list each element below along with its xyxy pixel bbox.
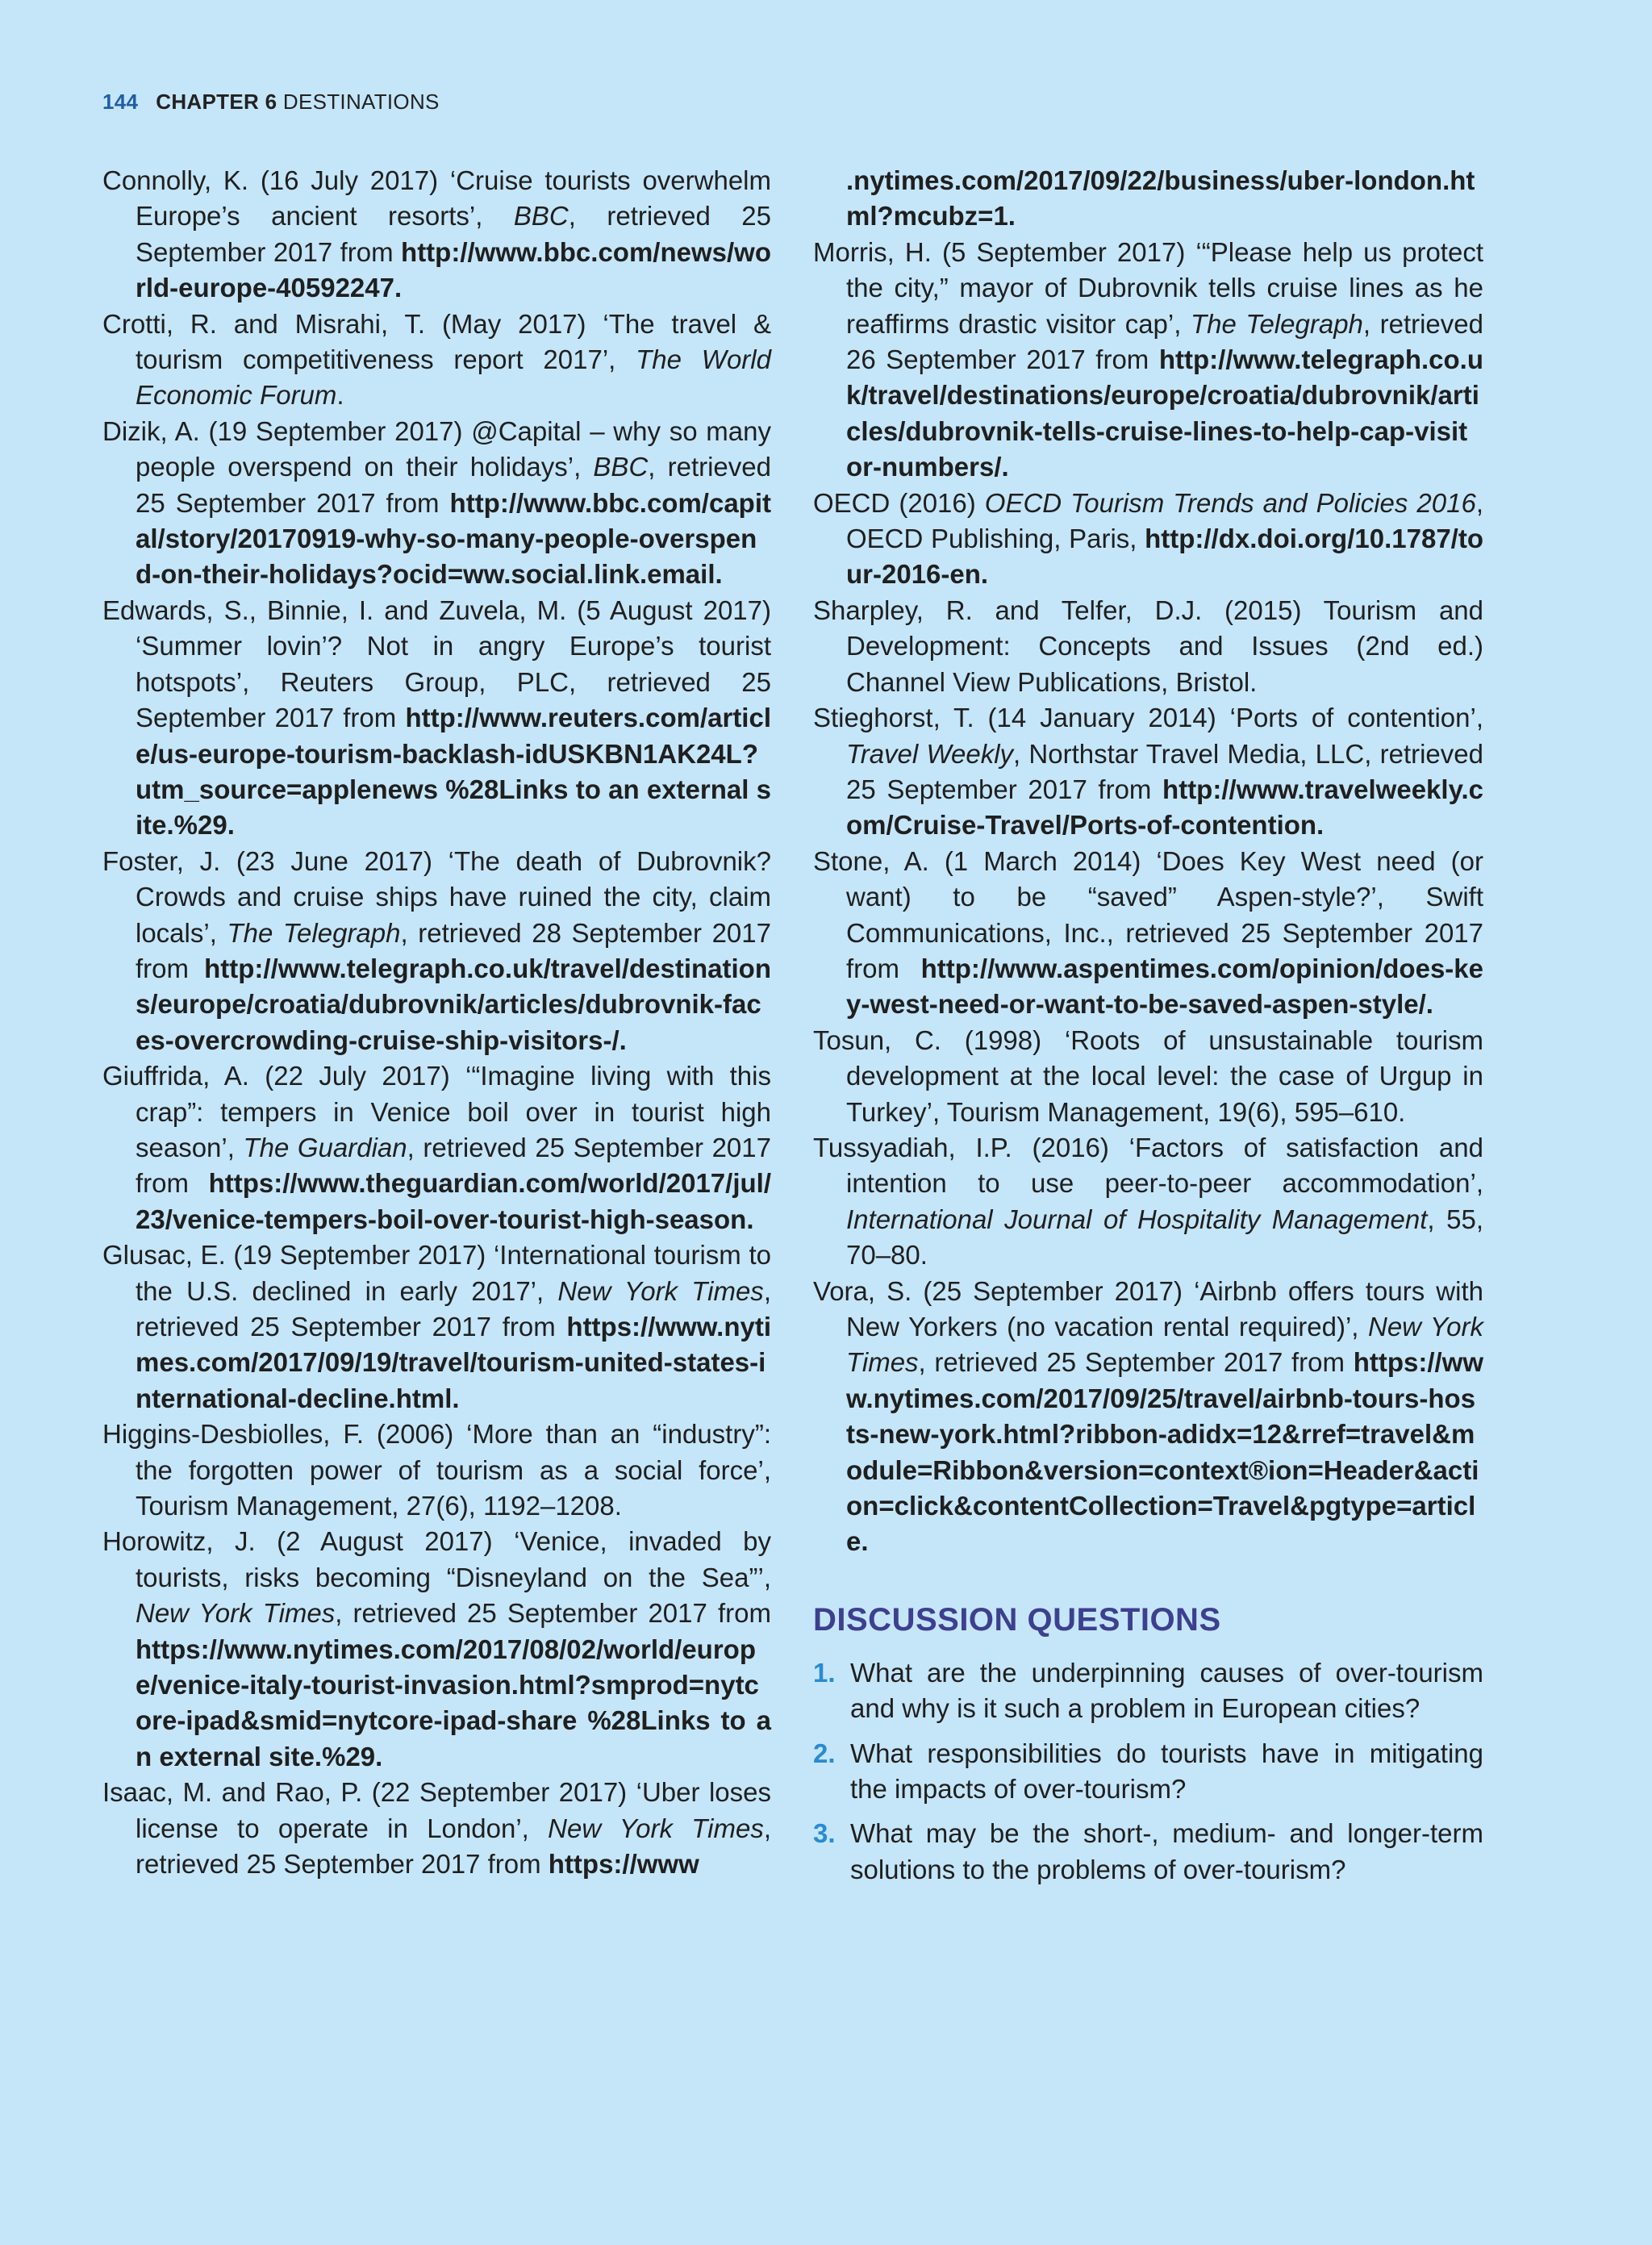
discussion-heading: DISCUSSION QUESTIONS [813,1601,1221,1638]
left-column [102,163,771,1883]
reference-entry [813,844,1483,1023]
reference-entry [813,235,1483,486]
reference-entry [813,486,1483,593]
reference-entry [102,1775,771,1882]
reference-entry [813,700,1483,844]
right-column [813,163,1483,1897]
reference-entry [102,844,771,1058]
reference-text: Isaac, M. and Rao, P. (22 September 2017) ‘Uber loses license to operate in London’, [102,1777,771,1843]
reference-url[interactable]: .nytimes.com/2017/09/22/business/uber-london.html?mcubz=1. [846,165,1475,232]
reference-url[interactable]: http://www.travelweekly.com/Cruise-Travel/Ports-of-contention. [846,774,1483,841]
reference-text-after: , retrieved 25 September 2017 from [335,1598,771,1629]
reference-text-after: , retrieved 25 September 2017 from [136,452,771,518]
reference-url[interactable]: http://www.telegraph.co.uk/travel/destinations/europe/croatia/dubrovnik/articles/dubrovnik-faces-overcrowding-cruise-ship-visitors-/. [136,953,771,1055]
reference-source: The World Economic Forum [136,344,771,411]
reference-url[interactable]: http://www.aspentimes.com/opinion/does-key-west-need-or-want-to-be-saved-aspen-style/. [846,953,1483,1020]
reference-source: International Journal of Hospitality Management [846,1204,1428,1234]
reference-url[interactable]: https://www.nytimes.com/2017/08/02/world/europe/venice-italy-tourist-invasion.html?smprod=nytcore-ipad&smid=nytcore-ipad-share %28Links to an external site.%29. [136,1634,771,1771]
reference-text: Tussyadiah, I.P. (2016) ‘Factors of satisfaction and intention to use peer-to-peer accommodation’, [813,1132,1483,1199]
reference-text: Glusac, E. (19 September 2017) ‘International tourism to the U.S. declined in early 2017’, [102,1240,771,1306]
reference-source: New York Times [557,1275,764,1306]
reference-text: Edwards, S., Binnie, I. and Zuvela, M. (5 August 2017) ‘Summer lovin’? Not in angry Europe’s tourist hotspots’, Reuters Group, PLC, retrieved 25 September 2017 from [102,595,771,733]
discussion-question [813,1816,1483,1888]
question-text: What may be the short-, medium- and longer-term solutions to the problems of over-tourism? [850,1818,1483,1884]
chapter-label: CHAPTER 6 [156,90,277,114]
reference-text-after: , retrieved 28 September 2017 from [136,917,771,983]
reference-text: Dizik, A. (19 September 2017) @Capital – why so many people overspend on their holidays’, [102,415,771,482]
reference-entry [813,1023,1483,1130]
reference-text: Giuffrida, A. (22 July 2017) ‘“Imagine living with this crap”: tempers in Venice boil over in tourist high season’, [102,1061,771,1162]
reference-entry [102,593,771,844]
discussion-question [813,1736,1483,1808]
reference-url[interactable]: http://dx.doi.org/10.1787/tour-2016-en. [846,524,1483,590]
reference-text: Morris, H. (5 September 2017) ‘“Please help us protect the city,” mayor of Dubrovnik tells cruise lines as he reaffirms drastic visitor cap’, [813,236,1483,339]
question-text: What are the underpinning causes of over-tourism and why is it such a problem in European cities? [850,1657,1483,1724]
reference-text-after: , Northstar Travel Media, LLC, retrieved 25 September 2017 from [846,738,1483,804]
reference-entry [102,1524,771,1775]
reference-text: Vora, S. (25 September 2017) ‘Airbnb offers tours with New Yorkers (no vacation rental required)’, [813,1275,1483,1342]
reference-source: OECD Tourism Trends and Policies 2016 [984,487,1476,518]
reference-source: The Telegraph [1190,308,1363,339]
question-number: 1. [813,1657,836,1688]
reference-url[interactable]: https://www.nytimes.com/2017/09/25/travel/airbnb-tours-hosts-new-york.html?ribbon-adidx=12&rref=travel&module=Ribbon&version=context®ion=Header&action=click&contentCollection=Travel&pgtype=article. [846,1347,1483,1557]
reference-text-after: . [336,380,344,411]
reference-text: Connolly, K. (16 July 2017) ‘Cruise tourists overwhelm Europe’s ancient resorts’, [102,165,771,232]
reference-url[interactable]: http://www.bbc.com/news/world-europe-40592247. [136,236,771,303]
reference-url[interactable]: https://www.theguardian.com/world/2017/jul/23/venice-tempers-boil-over-tourist-high-season. [136,1168,771,1234]
reference-text-after: , retrieved 25 September 2017 from [136,1275,771,1342]
reference-entry [102,163,771,307]
reference-entry [102,414,771,593]
reference-text-after: , retrieved 25 September 2017 from [136,1813,771,1880]
reference-entry [102,1417,771,1524]
reference-entry [813,163,1483,235]
chapter-title: DESTINATIONS [282,90,440,114]
reference-entry [102,1058,771,1237]
reference-source: New York Times [136,1598,336,1629]
reference-url[interactable]: https://www.nytimes.com/2017/09/19/travel/tourism-united-states-international-decline.html. [136,1312,771,1413]
running-header [102,87,440,116]
question-number: 2. [813,1738,836,1768]
reference-text: Stieghorst, T. (14 January 2014) ‘Ports of contention’, [813,703,1483,733]
reference-source: Travel Weekly [846,738,1014,769]
reference-url[interactable]: http://www.bbc.com/capital/story/20170919-why-so-many-people-overspend-on-their-holidays?ocid=ww.social.link.email. [136,487,771,590]
reference-text-after: , 55, 70–80. [846,1204,1483,1271]
reference-source: The Guardian [243,1132,407,1162]
reference-text: Stone, A. (1 March 2014) ‘Does Key West need (or want) to be “saved” Aspen-style?’, Swift Communications, Inc., retrieved 25 September 2017 from [813,845,1483,983]
reference-url[interactable]: http://www.telegraph.co.uk/travel/destinations/europe/croatia/dubrovnik/articles/dubrovnik-tells-cruise-lines-to-help-cap-visitor-numbers/. [846,344,1483,482]
reference-text-after: , retrieved 25 September 2017 from [918,1347,1354,1378]
reference-text-after: , retrieved 26 September 2017 from [846,308,1483,375]
reference-entry [102,1237,771,1417]
reference-url[interactable]: http://www.reuters.com/article/us-europe-tourism-backlash-idUSKBN1AK24L?utm_source=applenews %28Links to an external site.%29. [136,703,771,841]
question-text: What responsibilities do tourists have in mitigating the impacts of over-tourism? [850,1738,1483,1805]
reference-text-after: , OECD Publishing, Paris, [846,487,1483,554]
right-references [813,163,1483,1560]
reference-entry [813,1274,1483,1560]
reference-text-after: , retrieved 25 September 2017 from [136,1132,771,1199]
discussion-question [813,1655,1483,1727]
reference-entry [102,307,771,414]
reference-source: New York Times [548,1813,764,1843]
reference-text: Horowitz, J. (2 August 2017) ‘Venice, invaded by tourists, risks becoming “Disneyland on the Sea”’, [102,1526,771,1592]
reference-text-after: , retrieved 25 September 2017 from [136,201,771,267]
reference-text: Foster, J. (23 June 2017) ‘The death of Dubrovnik? Crowds and cruise ships have ruined the city, claim locals’, [102,845,771,948]
reference-entry [813,593,1483,700]
reference-entry [813,1130,1483,1274]
reference-source: New York Times [846,1312,1483,1378]
reference-text: Higgins-Desbiolles, F. (2006) ‘More than an “industry”: the forgotten power of tourism as a social force’, Tourism Management, 27(6), 1192–1208. [102,1419,771,1521]
reference-text: Crotti, R. and Misrahi, T. (May 2017) ‘The travel & tourism competitiveness report 2017’, [102,308,771,375]
reference-source: BBC [593,452,649,482]
discussion-questions-list [813,1655,1483,1888]
reference-source: The Telegraph [227,917,401,948]
reference-text: Sharpley, R. and Telfer, D.J. (2015) Tourism and Development: Concepts and Issues (2nd ed.) Channel View Publications, Bristol. [813,595,1483,697]
page-number: 144 [102,90,139,114]
reference-source: BBC [513,201,569,232]
reference-url[interactable]: https://www [548,1849,699,1880]
reference-text: Tosun, C. (1998) ‘Roots of unsustainable tourism development at the local level: the case of Urgup in Turkey’, Tourism Management, 19(6), 595–610. [813,1024,1483,1127]
reference-text: OECD (2016) [813,487,985,518]
question-number: 3. [813,1818,836,1849]
